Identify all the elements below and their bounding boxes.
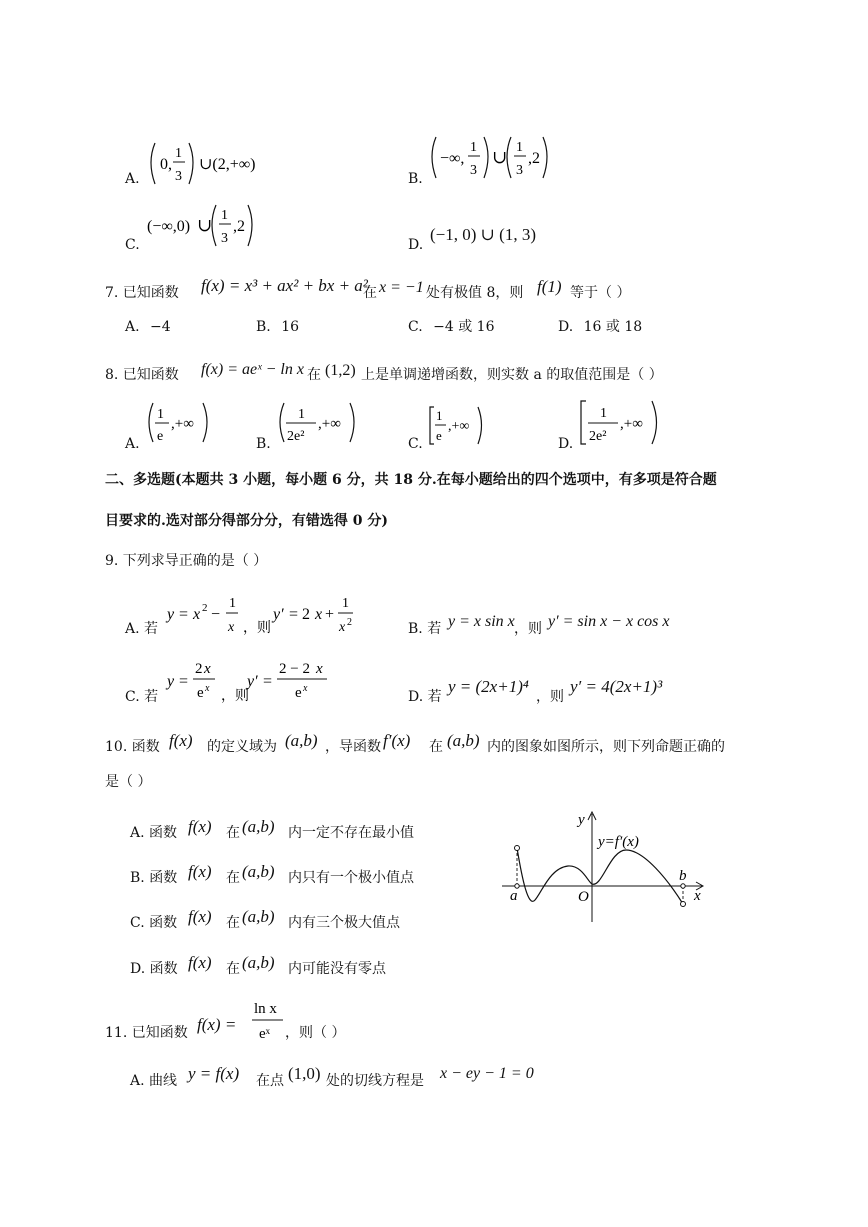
option-label: B. (408, 171, 423, 187)
svg-text:x: x (303, 683, 308, 694)
svg-text:,+∞: ,+∞ (448, 419, 470, 434)
svg-text:3: 3 (175, 169, 182, 184)
svg-text:0,: 0, (160, 156, 172, 173)
q7-option-c: C. −4 或 16 (408, 319, 495, 335)
svg-text:y: y (167, 673, 175, 690)
option-label: C. (125, 237, 140, 253)
origin-label: O (578, 889, 589, 905)
svg-text:=: = (179, 673, 189, 690)
svg-text:y′: y′ (273, 606, 284, 623)
q10-stem-line2: 是（ ） (105, 774, 152, 790)
svg-text:−∞,: −∞, (440, 150, 465, 167)
svg-text:y: y (167, 606, 175, 623)
svg-text:e: e (157, 429, 164, 444)
svg-text:2: 2 (202, 602, 208, 614)
svg-text:1: 1 (600, 406, 607, 421)
q8-a-expr (145, 400, 235, 448)
svg-text:1: 1 (175, 146, 182, 161)
svg-text:∪: ∪ (492, 147, 508, 167)
q8-d-expr (578, 398, 688, 448)
svg-text:x: x (339, 620, 346, 635)
x-axis-label: x (694, 888, 701, 904)
svg-text:1: 1 (157, 407, 164, 422)
svg-text:1: 1 (470, 140, 477, 155)
derivative-curve (517, 848, 683, 904)
svg-text:x: x (315, 606, 323, 623)
q7-target: f(1) (537, 277, 562, 296)
y-axis-label: y (578, 812, 585, 828)
q7-option-d: D. 16 或 18 (558, 319, 643, 335)
svg-text:2: 2 (347, 617, 352, 628)
svg-text:= 2: = 2 (289, 606, 311, 623)
svg-text:3: 3 (470, 163, 477, 178)
svg-text:1: 1 (436, 408, 443, 423)
svg-text:,+∞: ,+∞ (171, 416, 194, 432)
svg-text:+: + (325, 606, 335, 623)
q9-c-expr (165, 656, 385, 706)
svg-text:,+∞: ,+∞ (620, 416, 643, 432)
svg-text:，则: ，则 (243, 621, 271, 636)
svg-text:y′: y′ (247, 673, 258, 690)
q9-stem: 9. 下列求导正确的是（ ） (105, 553, 268, 569)
svg-text:x: x (204, 661, 211, 677)
q6-d-expr: (−1, 0) ∪ (1, 3) (430, 225, 536, 244)
svg-text:,+∞: ,+∞ (318, 416, 341, 432)
svg-text:eˣ: eˣ (259, 1026, 270, 1042)
svg-text:1: 1 (516, 140, 523, 155)
svg-text:(−∞,0): (−∞,0) (147, 218, 191, 235)
svg-text:e: e (197, 685, 204, 701)
option-label: D. (408, 237, 424, 253)
option-label: A. (125, 171, 140, 187)
svg-text:2e²: 2e² (589, 429, 607, 444)
q7-option-b: B. 16 (256, 319, 300, 335)
q8-interval: (1,2) (325, 362, 356, 379)
svg-text:x: x (193, 606, 201, 623)
svg-text:=: = (263, 673, 273, 690)
point-a-label: a (510, 888, 518, 904)
svg-text:x: x (228, 620, 235, 635)
svg-text:ln x: ln x (254, 1001, 277, 1017)
svg-text:2e²: 2e² (287, 429, 305, 444)
svg-text:e: e (295, 685, 302, 701)
svg-text:=: = (179, 606, 189, 623)
svg-text:2: 2 (195, 661, 203, 677)
q6-c-expr (145, 202, 295, 252)
svg-text:x: x (205, 683, 210, 694)
q10-derivative-graph (498, 808, 718, 928)
q7-option-a: A. −4 (125, 319, 171, 335)
q8-func: f(x) = aeˣ − ln x (201, 361, 304, 378)
svg-text:e: e (436, 428, 442, 443)
svg-text:2 − 2: 2 − 2 (279, 661, 310, 677)
svg-text:1: 1 (221, 208, 228, 223)
section-2-header-line2: 目要求的.选对部分得部分分，有错选得 0 分) (105, 513, 388, 529)
q8-b-expr (276, 400, 386, 448)
svg-text:，则: ，则 (221, 689, 249, 704)
q9-a-expr (165, 592, 405, 640)
svg-text:1: 1 (298, 407, 305, 422)
svg-text:−: − (211, 606, 221, 623)
svg-text:1: 1 (229, 596, 236, 611)
q6-b-expr (428, 134, 578, 184)
point-b-label: b (679, 868, 687, 884)
svg-text:∪(2,+∞): ∪(2,+∞) (199, 156, 256, 173)
q8-c-expr (428, 404, 518, 448)
svg-text:,2: ,2 (528, 150, 540, 167)
q7-func: f(x) = x³ + ax² + bx + a² (201, 276, 368, 295)
q6-a-expr (145, 140, 285, 190)
curve-label: y=f′(x) (598, 834, 639, 850)
svg-text:1: 1 (342, 596, 349, 611)
svg-text:3: 3 (221, 231, 228, 246)
section-2-header-line1: 二、多选题(本题共 3 小题，每小题 6 分，共 18 分.在每小题给出的四个选项中，有多项是符合题 (105, 472, 717, 488)
svg-text:x: x (316, 661, 323, 677)
svg-text:3: 3 (516, 163, 523, 178)
q7-cond: x = −1 (379, 279, 424, 296)
svg-text:∪: ∪ (197, 215, 213, 235)
svg-text:,2: ,2 (233, 218, 245, 235)
